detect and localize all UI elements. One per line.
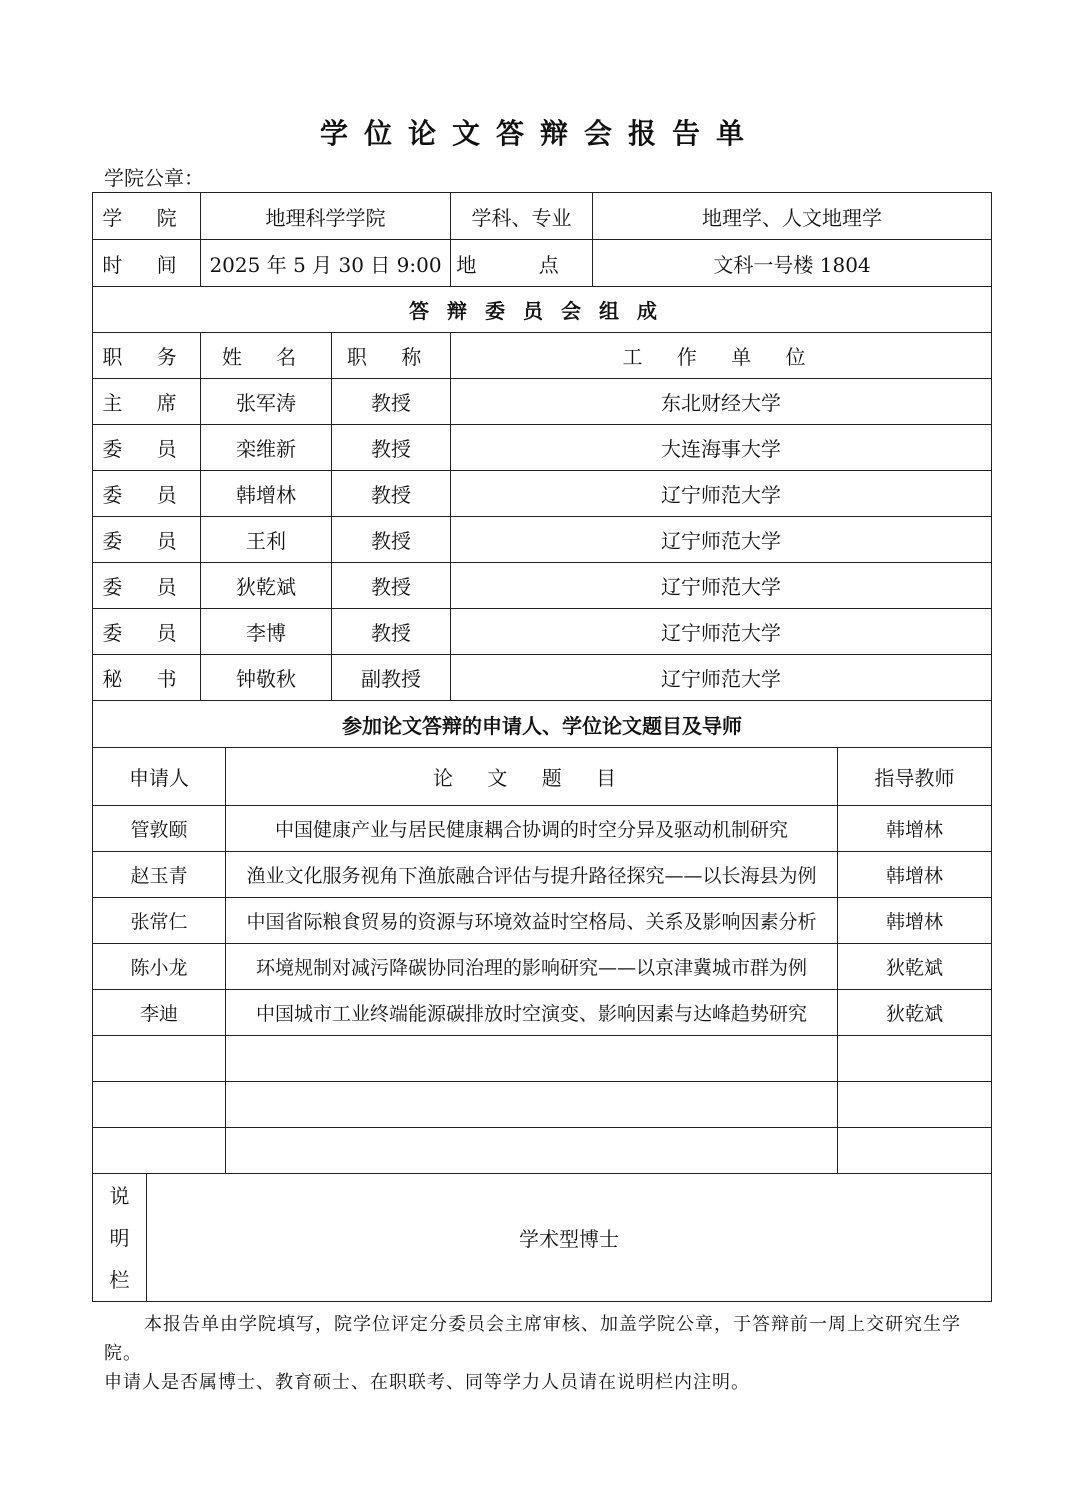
applicant-row-empty [93, 1036, 992, 1082]
committee-header-title: 职 称 [332, 333, 451, 379]
member-name: 狄乾斌 [201, 563, 332, 609]
member-title: 教授 [332, 517, 451, 563]
member-unit: 辽宁师范大学 [451, 655, 992, 701]
member-name: 李博 [201, 609, 332, 655]
member-role: 委 员 [93, 471, 201, 517]
empty-cell [93, 1082, 226, 1128]
footnote-line-2: 申请人是否属博士、教育硕士、在职联考、同等学力人员请在说明栏内注明。 [104, 1372, 750, 1393]
member-name: 栾维新 [201, 425, 332, 471]
member-name: 张军涛 [201, 379, 332, 425]
applicant-advisor: 韩增林 [838, 852, 992, 898]
empty-cell [226, 1036, 838, 1082]
applicant-thesis-title: 渔业文化服务视角下渔旅融合评估与提升路径探究——以长海县为例 [226, 852, 838, 898]
applicant-name: 管敦颐 [93, 806, 226, 852]
member-title: 教授 [332, 563, 451, 609]
committee-row [93, 425, 992, 471]
major-value: 地理学、人文地理学 [593, 193, 992, 240]
info-row-college [93, 193, 992, 240]
empty-cell [838, 1036, 992, 1082]
applicants-section-title: 参加论文答辩的申请人、学位论文题目及导师 [93, 701, 992, 748]
footnote [104, 1310, 984, 1397]
college-label: 学 院 [93, 193, 201, 240]
committee-header-role: 职 务 [93, 333, 201, 379]
committee-header-row [93, 333, 992, 379]
committee-row [93, 563, 992, 609]
applicant-name: 赵玉青 [93, 852, 226, 898]
empty-cell [226, 1128, 838, 1174]
committee-row [93, 471, 992, 517]
committee-section-title: 答辩委员会组成 [93, 287, 992, 333]
member-unit: 大连海事大学 [451, 425, 992, 471]
applicant-name: 李迪 [93, 990, 226, 1036]
empty-cell [838, 1128, 992, 1174]
applicant-name: 陈小龙 [93, 944, 226, 990]
member-role: 委 员 [93, 517, 201, 563]
applicants-header-advisor: 指导教师 [838, 748, 992, 806]
applicant-row-empty [93, 1082, 992, 1128]
remarks-value: 学术型博士 [147, 1174, 992, 1302]
empty-cell [838, 1082, 992, 1128]
major-label: 学科、专业 [451, 193, 593, 240]
member-role: 委 员 [93, 609, 201, 655]
committee-row [93, 609, 992, 655]
member-unit: 辽宁师范大学 [451, 563, 992, 609]
member-unit: 辽宁师范大学 [451, 471, 992, 517]
applicant-thesis-title: 环境规制对减污降碳协同治理的影响研究——以京津冀城市群为例 [226, 944, 838, 990]
applicants-header-row [93, 748, 992, 806]
college-value: 地理科学学院 [201, 193, 451, 240]
time-label: 时 间 [93, 240, 201, 287]
place-label: 地 点 [451, 240, 593, 287]
footnote-text-1: 本报告单由学院填写，院学位评定分委员会主席审核、加盖学院公章，于答辩前一周上交研究生学院。 [104, 1314, 961, 1364]
college-seal-label: 学院公章： [104, 166, 204, 190]
info-row-time [93, 240, 992, 287]
footnote-line-1 [104, 1310, 984, 1368]
applicant-advisor: 韩增林 [838, 898, 992, 944]
applicant-advisor: 韩增林 [838, 806, 992, 852]
applicant-advisor: 狄乾斌 [838, 944, 992, 990]
applicant-thesis-title: 中国省际粮食贸易的资源与环境效益时空格局、关系及影响因素分析 [226, 898, 838, 944]
committee-header-unit: 工 作 单 位 [451, 333, 992, 379]
member-title: 教授 [332, 471, 451, 517]
empty-cell [93, 1128, 226, 1174]
member-title: 教授 [332, 379, 451, 425]
member-name: 韩增林 [201, 471, 332, 517]
remarks-label-char: 明 [109, 1225, 130, 1250]
committee-row [93, 379, 992, 425]
member-unit: 辽宁师范大学 [451, 517, 992, 563]
applicant-row [93, 852, 992, 898]
member-role: 秘 书 [93, 655, 201, 701]
applicant-row [93, 806, 992, 852]
member-unit: 辽宁师范大学 [451, 609, 992, 655]
applicant-row [93, 944, 992, 990]
remarks-row [93, 1174, 992, 1302]
member-unit: 东北财经大学 [451, 379, 992, 425]
empty-cell [93, 1036, 226, 1082]
applicant-name: 张常仁 [93, 898, 226, 944]
remarks-label-char: 说 [109, 1183, 130, 1208]
defense-report-table [92, 192, 992, 1302]
member-title: 教授 [332, 425, 451, 471]
applicants-header-thesis: 论 文 题 目 [226, 748, 838, 806]
member-title: 教授 [332, 609, 451, 655]
member-role: 主 席 [93, 379, 201, 425]
place-value: 文科一号楼 1804 [593, 240, 992, 287]
member-role: 委 员 [93, 425, 201, 471]
time-value: 2025 年 5 月 30 日 9:00 [201, 240, 451, 287]
applicant-thesis-title: 中国健康产业与居民健康耦合协调的时空分异及驱动机制研究 [226, 806, 838, 852]
applicant-row [93, 898, 992, 944]
committee-section-row [93, 287, 992, 333]
applicant-thesis-title: 中国城市工业终端能源碳排放时空演变、影响因素与达峰趋势研究 [226, 990, 838, 1036]
committee-header-name: 姓 名 [201, 333, 332, 379]
applicant-row-empty [93, 1128, 992, 1174]
committee-row [93, 517, 992, 563]
remarks-label-char: 栏 [109, 1267, 130, 1292]
applicant-advisor: 狄乾斌 [838, 990, 992, 1036]
applicants-header-name: 申请人 [93, 748, 226, 806]
member-name: 钟敬秋 [201, 655, 332, 701]
applicants-section-row [93, 701, 992, 748]
empty-cell [226, 1082, 838, 1128]
applicant-row [93, 990, 992, 1036]
document-title: 学位论文答辩会报告单 [319, 117, 760, 150]
member-name: 王利 [201, 517, 332, 563]
member-role: 委 员 [93, 563, 201, 609]
member-title: 副教授 [332, 655, 451, 701]
committee-row [93, 655, 992, 701]
remarks-label [93, 1174, 147, 1302]
